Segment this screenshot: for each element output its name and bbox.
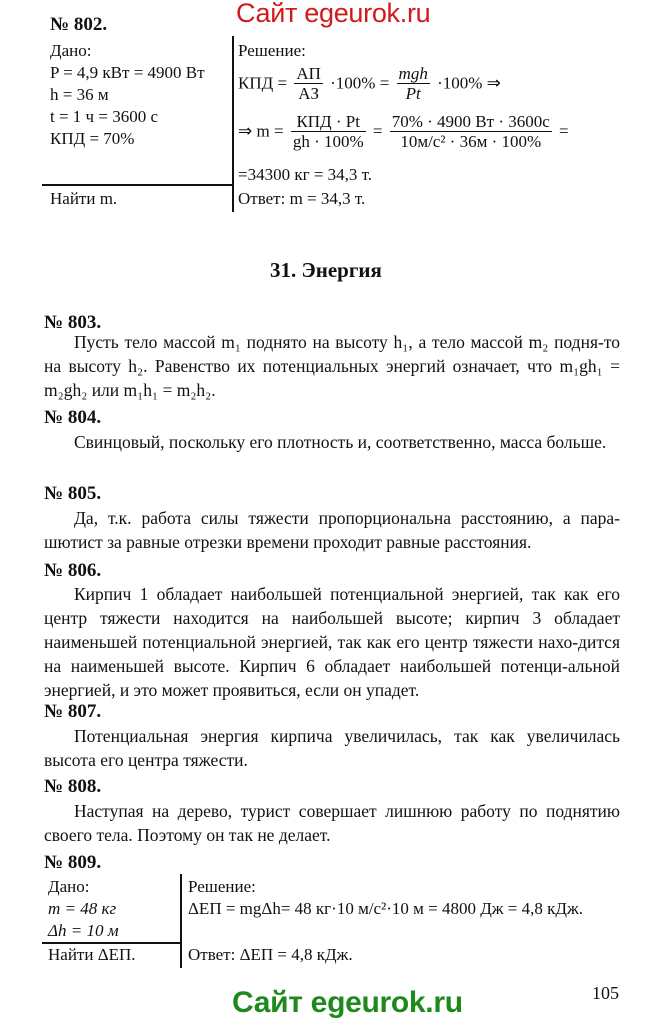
section-title: 31. Энергия [270, 258, 382, 282]
eq2-equals: = [372, 121, 383, 141]
eq1-lhs: КПД = [238, 73, 288, 93]
eq1-mid: ·100% = [330, 73, 390, 93]
problem-803-text: Пусть тело массой m₁ поднято на высоту h₁, а тело массой m₂ подня-то на высоту h₂. Равенство их потенциальных энергий означает, что m₁gh₁ = m₂gh₂ или m₁h₁ = m₂h₂. [44, 332, 620, 400]
problem-805-text: Да, т.к. работа силы тяжести пропорциональна расстоянию, а пара-шютист за равные отрезки времени проходит равные расстояния. [44, 508, 620, 552]
problem-806-text: Кирпич 1 обладает наибольшей потенциальной энергией, так как его центр тяжести находится на наибольшей высоте; кирпич 3 обладает наименьшей потенциальной энергией, так как его центр тяжести нахо-дится на наименьшей высоте. Кирпич 6 обладает наибольшей потенци-альной энергией, и это может проявиться, если он упадет. [44, 584, 620, 700]
problem-802-solution-label: Решение: [238, 41, 306, 60]
problem-809-find: Найти ΔEП. [48, 945, 136, 964]
problem-809-column-divider [180, 874, 182, 968]
problem-802-equation-1 [238, 64, 501, 103]
problem-808-number: № 808. [44, 776, 102, 797]
problem-802-given-1: P = 4,9 кВт = 4900 Вт [50, 63, 205, 82]
problem-804-text: Свинцовый, поскольку его плотность и, соответственно, масса больше. [74, 432, 607, 452]
page-number: 105 [592, 983, 619, 1003]
eq1-fraction-2: $\frac{\text{mgh}}{Pt}$ [398, 64, 428, 103]
eq2-fraction-1: $\frac{\text{КПД · Pt}}{gh \cdot 100\%}$ [292, 112, 364, 151]
watermark-top: Сайт egeurok.ru [236, 0, 431, 28]
problem-807-number: № 807. [44, 701, 102, 722]
problem-809-given-label: Дано: [48, 877, 90, 896]
eq1-fraction-1: $\frac{AП}{AЗ}$ [296, 64, 321, 103]
eq2-rhs: = [559, 121, 569, 141]
problem-806-number: № 806. [44, 560, 102, 581]
problem-802-find-divider [42, 184, 232, 186]
problem-807-text: Потенциальная энергия кирпича увеличилась, так как увеличилась высота его центра тяжести. [44, 726, 620, 770]
problem-805-number: № 805. [44, 483, 102, 504]
problem-809-given-1: m = 48 кг [48, 899, 117, 918]
problem-802-column-divider [232, 36, 234, 212]
problem-809-number: № 809. [44, 852, 102, 873]
problem-802-equation-3: =34300 кг = 34,3 т. [238, 165, 373, 184]
problem-809-answer: Ответ: ΔEП = 4,8 кДж. [188, 945, 353, 964]
eq1-rhs: ·100% ⇒ [437, 73, 501, 93]
problem-802-find: Найти m. [50, 189, 118, 208]
problem-802-given-label: Дано: [50, 41, 92, 60]
problem-802-given-2: h = 36 м [50, 85, 109, 104]
problem-809-solution: ΔEП = mgΔh= 48 кг·10 м/с²·10 м = 4800 Дж = 4,8 кДж. [188, 899, 583, 918]
problem-809-solution-label: Решение: [188, 877, 256, 896]
problem-802-number: № 802. [50, 14, 108, 35]
eq2-fraction-2: $\frac{70\% \cdot 4900 Вт \cdot 3600с}{\text{10м/с² · 36м · 100\%}}$ [391, 112, 550, 151]
problem-803-number: № 803. [44, 312, 102, 333]
problem-802-equation-2 [238, 112, 569, 151]
problem-809-given-2: Δh = 10 м [48, 921, 119, 940]
problem-802-answer: Ответ: m = 34,3 т. [238, 189, 366, 208]
eq2-lhs: ⇒ m = [238, 121, 284, 141]
problem-802-given-3: t = 1 ч = 3600 с [50, 107, 158, 126]
problem-802-given-4: КПД = 70% [50, 129, 135, 148]
problem-808-text: Наступая на дерево, турист совершает лишнюю работу по поднятию своего тела. Поэтому он так не делает. [44, 801, 620, 845]
watermark-bottom: Сайт egeurok.ru [232, 986, 463, 1019]
problem-804-number: № 804. [44, 407, 102, 428]
